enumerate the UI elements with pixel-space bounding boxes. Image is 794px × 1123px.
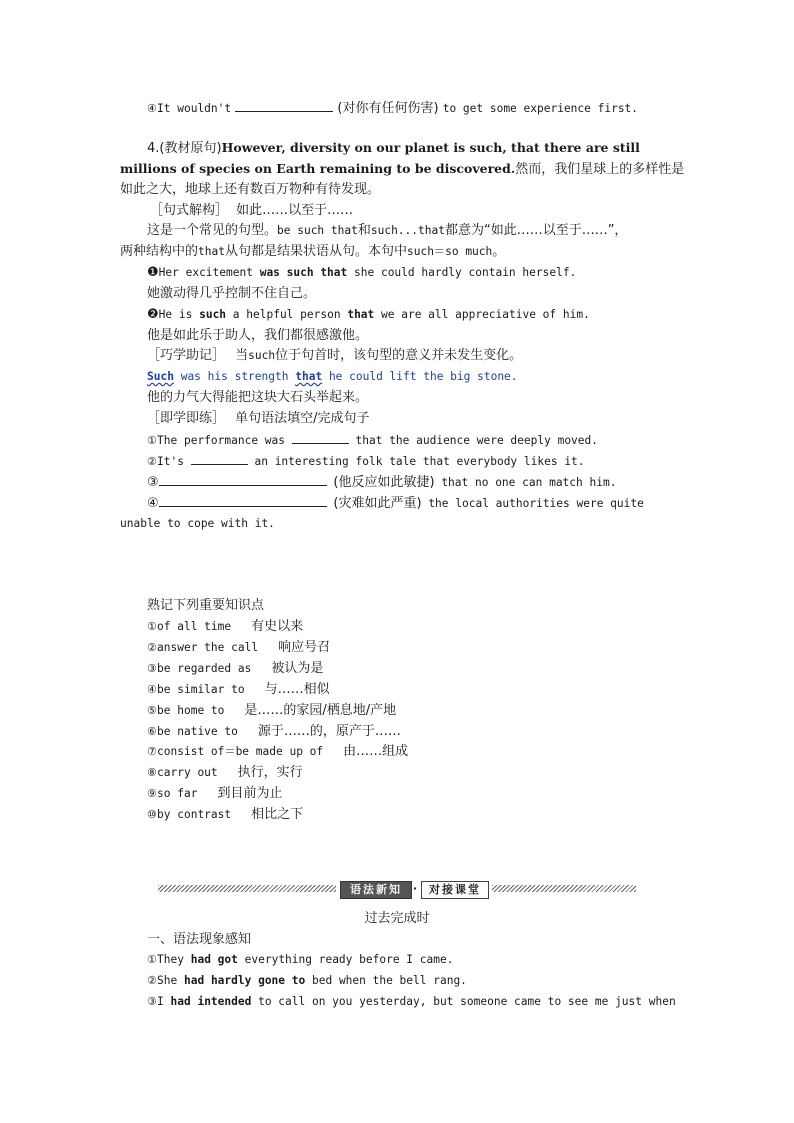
grammar-text: ②She [147, 974, 178, 987]
practice-item-4-cont: unable to cope with it. [120, 517, 275, 530]
practice-item-2 [147, 452, 585, 471]
grammar-keyword: had intended [170, 995, 252, 1008]
explain-code: such＝so much [406, 245, 493, 258]
practice-label: ［即学即练］ [147, 411, 226, 426]
vocab-cn: 执行，实行 [237, 765, 303, 780]
vocab-cn: 源于……的，原产于…… [257, 724, 401, 739]
practice-item-4 [147, 494, 674, 513]
vocab-en: ⑩by contrast [147, 808, 232, 821]
q3-item4-prefix: ④It wouldn't [147, 102, 232, 115]
practice-item-1 [147, 431, 598, 450]
explain-text: 都意为“如此……以至于……”， [444, 223, 628, 238]
practice-item-3 [147, 473, 616, 492]
practice-text: the local authorities were quite [428, 497, 644, 510]
example-keyword: that [347, 308, 375, 321]
tip-keyword-that: that [295, 370, 323, 383]
example-number: ❶ [147, 265, 159, 280]
q4-sentence-en-2: millions of species on Earth remaining to be discovered. [120, 161, 516, 176]
banner-right-tag: 对接课堂 [421, 881, 489, 899]
practice-number: ④ [147, 496, 159, 511]
practice-text: that no one can match him. [441, 476, 617, 489]
vocab-en: ⑧carry out [147, 766, 218, 779]
grammar-keyword: had hardly gone to [184, 974, 306, 987]
grammar-example-3 [147, 993, 676, 1011]
practice-text: an interesting folk tale that everybody likes it. [254, 455, 585, 468]
explain-text: 这是一个常见的句型。 [147, 223, 278, 238]
example-text: she could hardly contain herself. [354, 266, 577, 279]
example-2 [147, 306, 590, 324]
answer-blank[interactable] [159, 473, 327, 486]
vocab-cn: 被认为是 [271, 661, 324, 676]
vocab-cn: 相比之下 [251, 807, 304, 822]
vocab-cn: 是……的家园/栖息地/产地 [244, 703, 397, 718]
explain-code: that [198, 245, 225, 258]
tip-text: 位于句首时，该句型的意义并未发生变化。 [275, 348, 523, 363]
grammar-text: bed when the bell rang. [312, 974, 467, 987]
vocab-item [147, 764, 303, 782]
vocab-en: ⑤be home to [147, 704, 225, 717]
grammar-text: ③I [147, 995, 164, 1008]
q4-analysis [150, 202, 353, 220]
vocab-en: ⑨so far [147, 787, 198, 800]
example-keyword: such [199, 308, 227, 321]
example-keyword: was such that [259, 266, 348, 279]
vocab-cn: 有史以来 [251, 619, 304, 634]
tip-example-translation: 他的力气大得能把这块大石头举起来。 [147, 390, 369, 405]
practice-title: 单句语法填空/完成句子 [235, 411, 370, 426]
tip-label: ［巧学助记］ [147, 348, 226, 363]
q3-item4-hint: (对你有任何伤害) [337, 101, 439, 116]
q4-sentence-cn-2: 然而，我们星球上的多样性是 [515, 162, 685, 177]
example-text: a helpful person [232, 308, 341, 321]
vocab-item [147, 618, 303, 636]
grammar-title: 过去完成时 [364, 911, 430, 926]
grammar-example-2 [147, 972, 467, 990]
example-2-translation: 他是如此乐于助人，我们都很感激他。 [147, 328, 369, 343]
q4-sentence-line1 [147, 139, 674, 158]
answer-blank[interactable] [292, 431, 349, 444]
practice-heading [147, 410, 370, 428]
example-number: ❷ [147, 307, 159, 322]
explain-text: 。 [492, 244, 506, 259]
vocab-item [147, 806, 303, 824]
tip-text: 当 [235, 348, 249, 363]
answer-blank[interactable] [191, 452, 248, 465]
vocab-cn: 与……相似 [264, 682, 330, 697]
example-text: Her excitement [158, 266, 253, 279]
vocab-en: ⑦consist of＝be made up of [147, 745, 324, 758]
explain-text: 从句都是结果状语从句。本句中 [224, 244, 407, 259]
practice-hint: (他反应如此敏捷) [333, 475, 435, 490]
vocab-en: ④be similar to [147, 683, 245, 696]
vocab-item [147, 785, 282, 803]
q3-item4-suffix: to get some experience first. [442, 102, 639, 115]
q4-title-prefix: 4.(教材原句) [147, 141, 222, 156]
practice-text: that the audience were deeply moved. [355, 434, 598, 447]
q4-explain-2 [120, 243, 505, 261]
q4-sentence-cn-3: 如此之大，地球上还有数百万物种有待发现。 [120, 182, 381, 197]
vocab-item [147, 660, 323, 678]
vocab-en: ①of all time [147, 620, 232, 633]
q4-explain-1 [147, 222, 627, 240]
tip-keyword-such: Such [147, 370, 174, 383]
grammar-text: ①They [147, 953, 184, 966]
q3-item4 [147, 99, 638, 118]
vocab-item [147, 639, 330, 657]
explain-code: such...that [370, 224, 445, 237]
example-text: we are all appreciative of him. [381, 308, 590, 321]
banner-left-tag: 语法新知 [340, 881, 412, 899]
grammar-text: everything ready before I came. [244, 953, 454, 966]
vocab-item [147, 681, 330, 699]
practice-hint: (灾难如此严重) [333, 496, 422, 511]
grammar-keyword: had got [190, 953, 238, 966]
explain-text: 和 [357, 223, 371, 238]
analysis-label: ［句式解构］ [150, 203, 229, 218]
analysis-text: 如此……以至于…… [236, 203, 354, 218]
answer-blank[interactable] [159, 494, 327, 507]
vocab-title: 熟记下列重要知识点 [147, 598, 265, 613]
practice-number: ③ [147, 475, 159, 490]
q4-sentence-en-1: However, diversity on our planet is such, that there are still [221, 140, 640, 155]
vocab-en: ②answer the call [147, 641, 259, 654]
practice-text: ②It's [147, 455, 184, 468]
vocab-en: ③be regarded as [147, 662, 252, 675]
grammar-text: to call on you yesterday, but someone came to see me just when [258, 995, 676, 1008]
vocab-cn: 到目前为止 [217, 786, 283, 801]
example-1 [147, 264, 576, 282]
tip-example-text: was his strength [180, 370, 289, 383]
explain-text: 两种结构中的 [120, 244, 199, 259]
vocab-item [147, 743, 408, 761]
section-banner [158, 880, 636, 898]
banner-hatch-left [158, 885, 336, 892]
vocab-cn: 响应号召 [278, 640, 331, 655]
grammar-section-1: 一、语法现象感知 [147, 932, 252, 947]
practice-text: ①The performance was [147, 434, 286, 447]
banner-hatch-right [492, 885, 636, 892]
vocab-item [147, 723, 401, 741]
example-1-translation: 她激动得几乎控制不住自己。 [147, 286, 317, 301]
grammar-example-1 [147, 951, 453, 969]
tip-code: such [248, 349, 276, 362]
tip-example [147, 368, 518, 386]
example-text: He is [158, 308, 193, 321]
tip-example-text: he could lift the big stone. [328, 370, 518, 383]
vocab-cn: 由……组成 [343, 744, 409, 759]
vocab-en: ⑥be native to [147, 725, 238, 738]
tip-line [147, 347, 522, 365]
banner-dot: · [412, 882, 420, 895]
answer-blank[interactable] [235, 99, 333, 112]
explain-code: be such that [277, 224, 358, 237]
q4-sentence-line2 [120, 160, 685, 179]
vocab-item [147, 702, 396, 720]
